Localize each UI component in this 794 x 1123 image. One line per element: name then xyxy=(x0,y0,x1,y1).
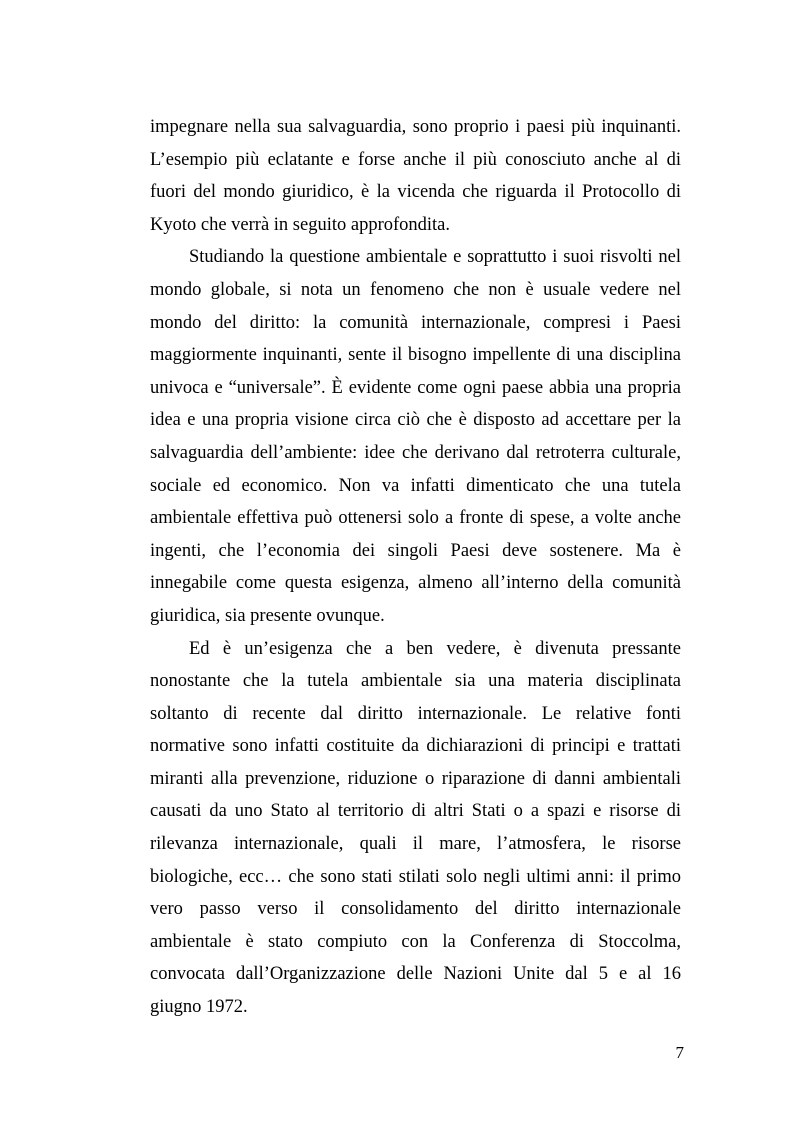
text-line: soltanto di recente dal diritto internazionale. Le relative fonti xyxy=(150,703,681,724)
text-line: innegabile come questa esigenza, almeno all’interno della comunità xyxy=(150,573,681,594)
text-line: convocata dall’Organizzazione delle Nazioni Unite dal 5 e al 16 xyxy=(150,964,681,985)
paragraph-1 xyxy=(150,111,681,241)
text-line: ambientale è stato compiuto con la Conferenza di Stoccolma, xyxy=(150,931,681,952)
text-line: causati da uno Stato al territorio di altri Stati o a spazi e risorse di xyxy=(150,801,681,822)
page-number: 7 xyxy=(675,1043,684,1062)
text-line: maggiormente inquinanti, sente il bisogno impellente di una disciplina xyxy=(150,345,681,366)
text-line: rilevanza internazionale, quali il mare, l’atmosfera, le risorse xyxy=(150,834,681,855)
text-line: mondo del diritto: la comunità internazionale, compresi i Paesi xyxy=(150,312,681,333)
text-line: ambientale effettiva può ottenersi solo a fronte di spese, a volte anche xyxy=(150,508,681,529)
text-line: impegnare nella sua salvaguardia, sono proprio i paesi più inquinanti. xyxy=(150,117,681,137)
text-line: salvaguardia dell’ambiente: idee che derivano dal retroterra culturale, xyxy=(150,442,681,463)
text-line: nonostante che la tutela ambientale sia una materia disciplinata xyxy=(150,671,681,692)
text-line: mondo globale, si nota un fenomeno che non è usuale vedere nel xyxy=(150,279,681,300)
text-line: normative sono infatti costituite da dichiarazioni di principi e trattati xyxy=(150,736,681,757)
text-line: giuridica, sia presente ovunque. xyxy=(150,605,385,626)
text-line: giugno 1972. xyxy=(150,997,248,1018)
text-line: miranti alla prevenzione, riduzione o riparazione di danni ambientali xyxy=(150,768,681,789)
text-line: fuori del mondo giuridico, è la vicenda che riguarda il Protocollo di xyxy=(150,182,681,203)
text-line: L’esempio più eclatante e forse anche il più conosciuto anche al di xyxy=(150,149,681,170)
text-line: Kyoto che verrà in seguito approfondita. xyxy=(150,214,451,235)
page-body xyxy=(150,111,681,1024)
text-line: Ed è un’esigenza che a ben vedere, è divenuta pressante xyxy=(189,638,681,659)
paragraph-3 xyxy=(150,633,681,1024)
text-line: ingenti, che l’economia dei singoli Paesi deve sostenere. Ma è xyxy=(150,540,681,561)
text-line: sociale ed economico. Non va infatti dimenticato che una tutela xyxy=(150,475,681,496)
text-line: univoca e “universale”. È evidente come ogni paese abbia una propria xyxy=(150,377,681,398)
text-line: vero passo verso il consolidamento del diritto internazionale xyxy=(150,899,681,920)
text-line: biologiche, ecc… che sono stati stilati solo negli ultimi anni: il primo xyxy=(150,866,681,887)
text-line: idea e una propria visione circa ciò che è disposto ad accettare per la xyxy=(150,410,681,431)
paragraph-2 xyxy=(150,241,681,632)
text-line: Studiando la questione ambientale e soprattutto i suoi risvolti nel xyxy=(189,247,681,268)
